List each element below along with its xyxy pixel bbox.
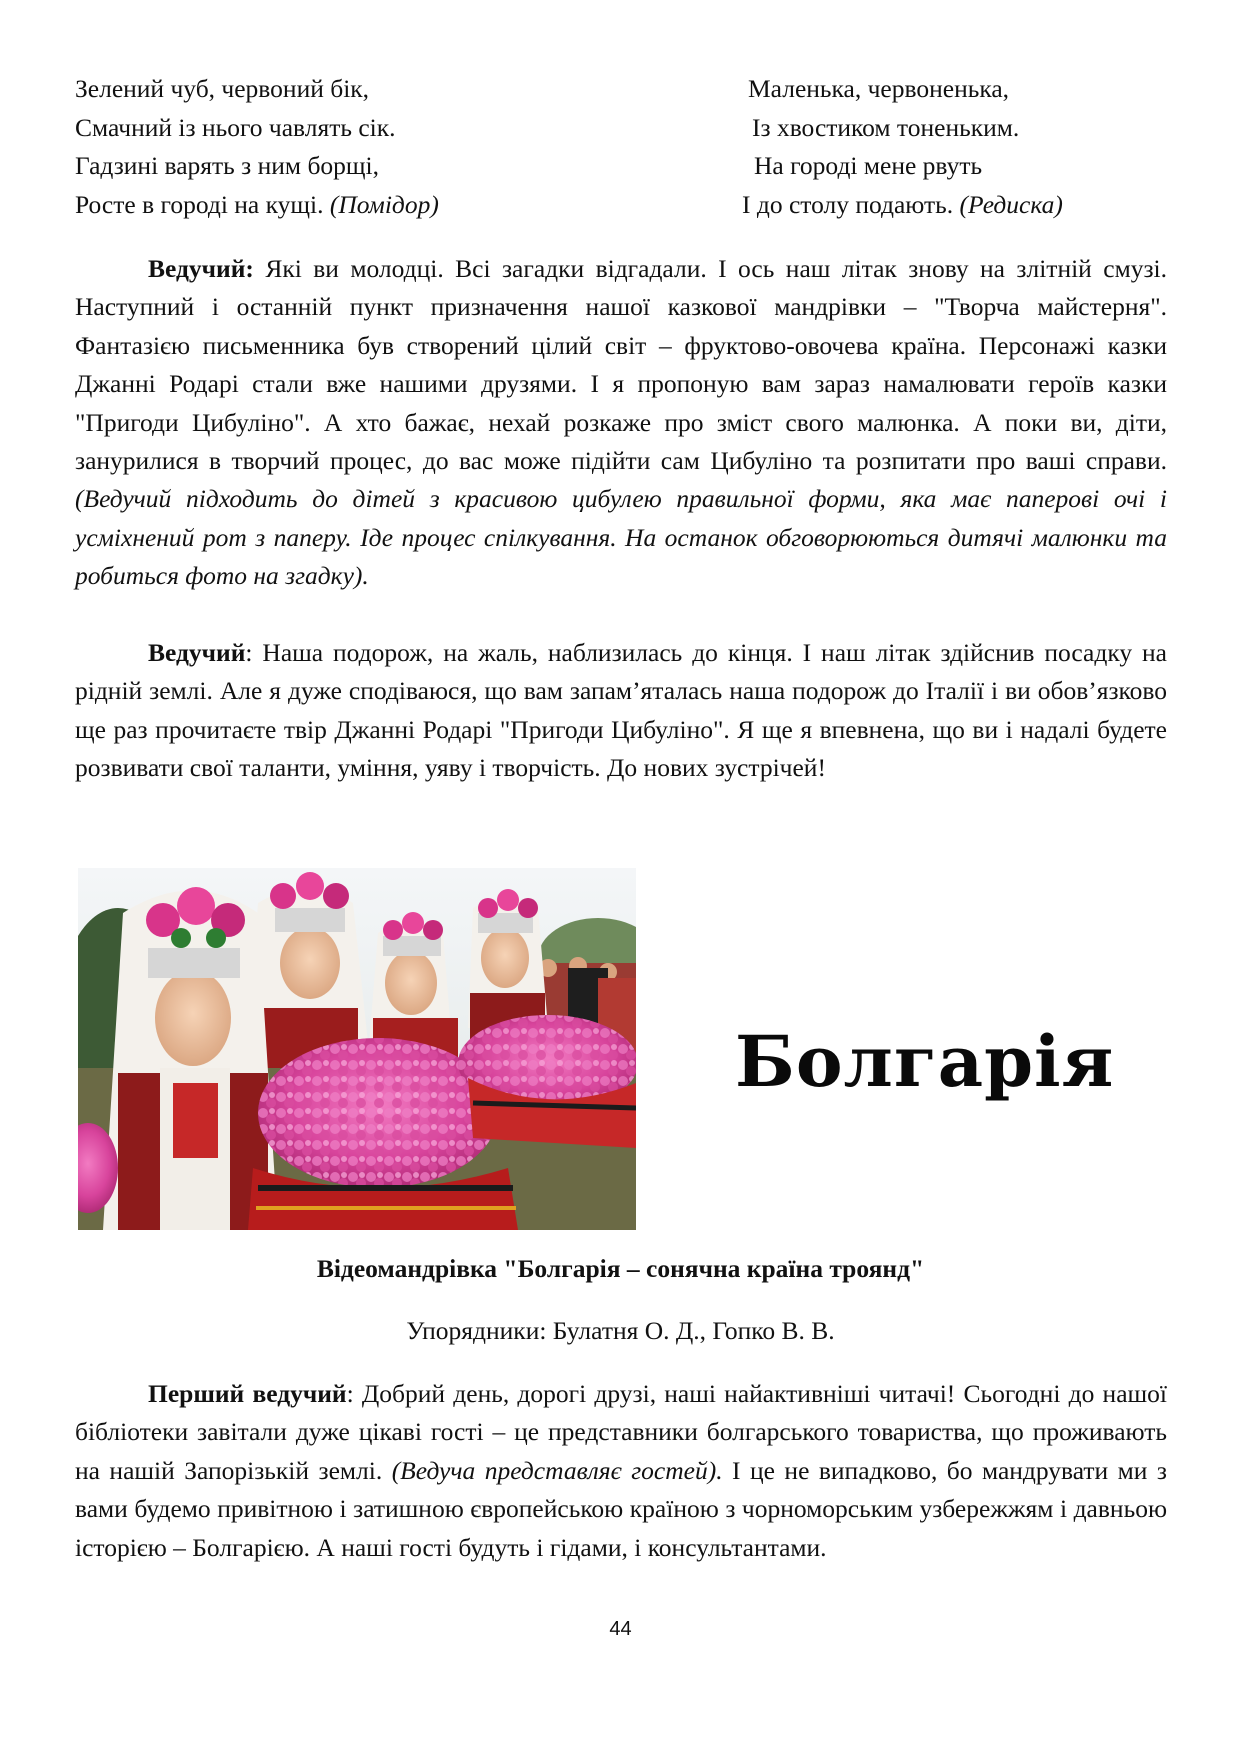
paragraph-text: Які ви молодці. Всі загадки відгадали. І ось наш літак знову на злітній смузі. Наступний і останній пункт призначення нашої казкової мандрівки – "Творча майстерня". Фантазією письменника був створений цілий світ – фруктово-овочева країна. Персонажі казки Джанні Родарі стали вже нашими друзями. І я пропоную вам зараз намалювати героїв казки "Пригоди Цибуліно". А хто бажає, нехай розкаже про зміст свого малюнка. А поки ви, діти, занурилися в творчий процес, до вас може підійти сам Цибуліно та розпитати про ваші справи. (75, 254, 1167, 476)
paragraph-text: : Добрий день, дорогі друзі, наші найактивніші читачі! Сьогодні до нашої бібліотеки завітали дуже цікаві гості – це представники болгарського товариства, що проживають на нашій Запорізькій землі. (75, 1379, 1167, 1485)
riddle-line (75, 186, 439, 225)
riddle-line: На городі мене рвуть (754, 151, 983, 180)
riddle-tomato (75, 70, 439, 224)
riddle-line-text: І до столу подають. (742, 189, 954, 219)
riddle-line: Смачний із нього чавлять сік. (75, 112, 396, 142)
bulgarian-rose-festival-photo (78, 868, 636, 1230)
paragraph-text: : Наша подорож, на жаль, наблизилась до кінця. І наш літак здійснив посадку на рідній землі. Але я дуже сподіваюся, що вам запам’яталась наша подорож до Італії і ви обов’язково ще раз прочитаєте твір Джанні Родарі "Пригоди Цибуліно". Я ще я впевнена, що ви і надалі будете розвивати свої таланти, уміння, уяву і творчість. До нових зустрічей! (75, 638, 1167, 783)
host-paragraph-2 (75, 634, 1167, 788)
riddle-answer: (Редиска) (959, 189, 1063, 219)
stage-direction: (Ведучий підходить до дітей з красивою цибулею правильної форми, яка має паперові очі і усміхнений рот з паперу. Іде процес спілкування. На останок обговорюються дитячі малюнки та робиться фото на згадку). (75, 484, 1167, 591)
speaker-label: Перший ведучий (148, 1379, 347, 1408)
host-paragraph-1 (75, 250, 1167, 596)
paragraph-text: І це не випадково, бо мандрувати ми з вами будемо привітною і затишною європейською країною з чорноморським узбережжям і давньою історією – Болгарією. А наші гості будуть і гідами, і консультантами. (75, 1455, 1167, 1562)
speaker-label: Ведучий: (148, 254, 254, 283)
riddle-answer: (Помідор) (329, 189, 439, 219)
riddle-line: Зелений чуб, червоний бік, (75, 74, 370, 103)
page-number: 44 (609, 1618, 632, 1640)
riddle-line: Із хвостиком тоненьким. (752, 112, 1020, 142)
riddle-line: Маленька, червоненька, (748, 74, 1010, 103)
stage-direction: (Ведуча представляє гостей). (391, 1455, 723, 1485)
country-title: Болгарія (735, 1020, 1115, 1103)
riddle-line (742, 186, 1063, 225)
riddle-line-text: Росте в городі на кущі. (75, 189, 324, 219)
host-paragraph-3 (75, 1375, 1167, 1567)
compilers-line: Упорядники: Булатня О. Д., Гопко В. В. (406, 1316, 835, 1345)
riddle-radish (742, 70, 1063, 224)
speaker-label: Ведучий (148, 638, 246, 667)
event-title: Відеомандрівка "Болгарія – сонячна країна троянд" (316, 1254, 925, 1283)
riddle-line: Гадзині варять з ним борщі, (75, 151, 380, 180)
